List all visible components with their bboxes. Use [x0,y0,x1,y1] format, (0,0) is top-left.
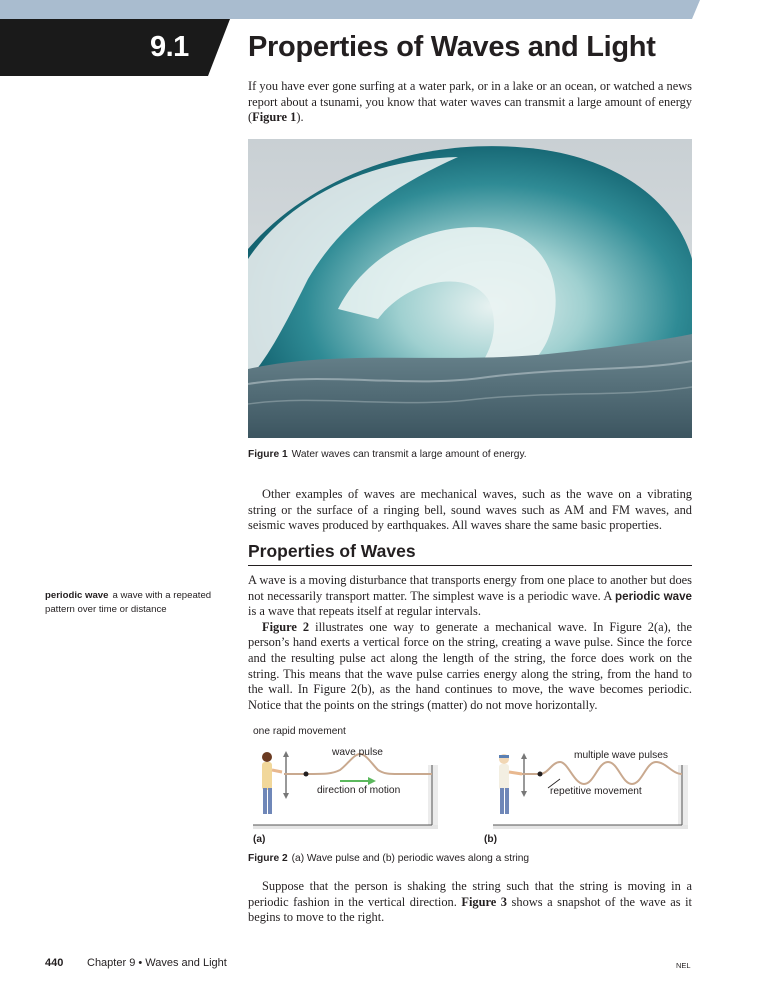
intro-paragraph [248,79,692,126]
figure1-wave-photo [248,139,692,438]
panel-b-label: (b) [484,834,498,845]
string-point-a [304,772,309,777]
figure1-caption-text: Water waves can transmit a large amount of energy. [291,449,527,460]
figure2-caption [248,853,529,864]
paragraph-3 [248,879,692,926]
person-b-figure [499,754,522,814]
periodic-string [522,762,682,784]
margin-definition-text: a wave with a repeated pattern over time or distance [45,590,212,616]
figure1-label: Figure 1 [248,449,288,460]
one-rapid-movement-label: one rapid movement [253,726,346,737]
figure2-diagram [248,724,692,850]
margin-term: periodic wave [45,590,109,601]
person-a-figure [262,752,282,814]
paragraph-2 [248,487,692,534]
wave-illustration [248,139,692,438]
figure3-reference: Figure 3 [461,894,508,909]
panel-a-label: (a) [253,834,266,845]
page-number: 440 [45,957,64,969]
section-number: 9.1 [150,31,189,63]
wave-pulse-label: wave pulse [332,747,383,758]
figure2-reference: Figure 2 [262,619,310,634]
direction-of-motion-label: direction of motion [317,785,401,796]
header-band [0,0,768,19]
section-body [248,573,692,713]
intro-text-after: ). [296,110,304,125]
section-p1-after: is a wave that repeats itself at regular intervals. [248,604,481,619]
paragraph-3-after: shows a snapshot of the wave as it begins to move to the right. [248,894,693,925]
repetitive-movement-label: repetitive movement [550,786,642,797]
section-p2-text: illustrates one way to generate a mechanical wave. In Figure 2(a), the person’s hand exerts a vertical force on the string, creating a wave pulse. Since the force and the resulting pulse act along the length of the string, the force does work on the string. This means that the wave pulse carries energy along the string, from the hand to the wall. In Figure 2(b), as the hand continues to move, the wave becomes periodic. Notice that the points on the strings (matter) do not move horizontally. [248,619,693,712]
margin-definition [45,589,225,618]
figure2-label: Figure 2 [248,853,288,864]
section-p1-before: A wave is a moving disturbance that transports energy from one place to another but does not necessarily transport matter. The simplest wave is a periodic wave. A [248,573,692,603]
multiple-wave-pulses-label: multiple wave pulses [574,750,668,761]
chapter-footer: Chapter 9 • Waves and Light [87,957,227,969]
floor-a [253,825,438,829]
section-tab [0,19,230,76]
intro-text-before: If you have ever gone surfing at a water park, or in a lake or an ocean, or watched a news report about a tsunami, you know that water waves can transmit a large amount of energy ( [248,79,692,125]
paragraph-3-before: Suppose that the person is shaking the string such that the string is moving in a periodic fashion in the vertical direction. [248,879,692,909]
page-title: Properties of Waves and Light [248,31,656,63]
figure2-caption-text: (a) Wave pulse and (b) periodic waves along a string [291,853,530,864]
section-heading: Properties of Waves [248,541,692,566]
figure1-reference: Figure 1 [252,110,297,125]
paragraph-2-text: Other examples of waves are mechanical waves, such as the wave on a vibrating string or the surface of a ringing bell, sound waves such as AM and FM waves, and seismic waves produced by earthquakes. All waves share the same basic properties. [248,487,692,533]
section-p1-term: periodic wave [615,589,692,603]
string-point-b [538,772,543,777]
floor-b [493,825,688,829]
figure1-caption [248,449,527,460]
publisher-mark: NEL [676,961,691,970]
